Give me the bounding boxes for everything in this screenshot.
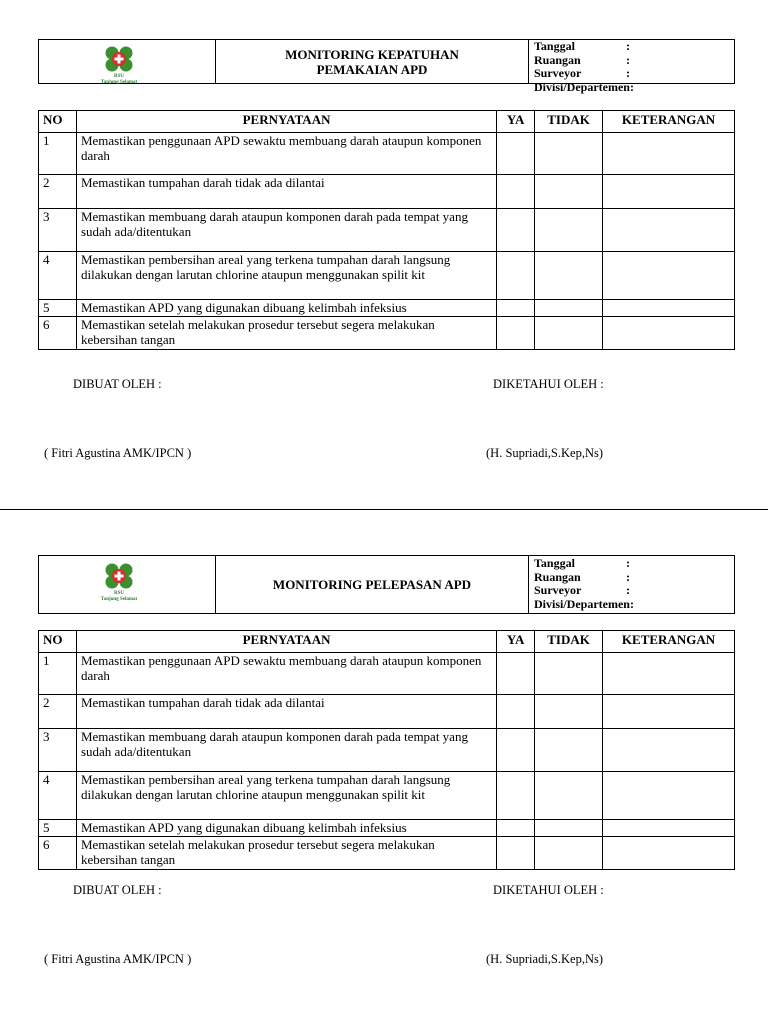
made-by-name: ( Fitri Agustina AMK/IPCN ) [44, 446, 192, 460]
no-cell[interactable] [535, 729, 603, 772]
made-by-label: DIBUAT OLEH : [73, 377, 162, 391]
checklist-table [38, 630, 735, 870]
checklist-table [38, 110, 735, 350]
remarks-cell[interactable] [603, 820, 735, 837]
col-remarks: KETERANGAN [603, 631, 735, 653]
field-tanggal[interactable]: Tanggal : [534, 39, 630, 53]
yes-cell[interactable] [497, 837, 535, 870]
made-by-name: ( Fitri Agustina AMK/IPCN ) [44, 952, 192, 966]
page-divider [0, 509, 768, 510]
field-divisi[interactable]: Divisi/Departemen: [534, 79, 634, 94]
table-row: 1 Memastikan penggunaan APD sewaktu membuang darah ataupun komponen darah [39, 653, 735, 695]
no-cell[interactable] [535, 252, 603, 300]
field-surveyor[interactable]: Surveyor : [534, 66, 630, 80]
table-row: 2 Memastikan tumpahan darah tidak ada dilantai [39, 695, 735, 729]
known-by-label: DIKETAHUI OLEH : [493, 883, 604, 897]
no-cell[interactable] [535, 133, 603, 175]
col-yes: YA [497, 111, 535, 133]
table-row: 5 Memastikan APD yang digunakan dibuang kelimbah infeksius [39, 300, 735, 317]
made-by-label: DIBUAT OLEH : [73, 883, 162, 897]
yes-cell[interactable] [497, 729, 535, 772]
no-cell[interactable] [535, 300, 603, 317]
col-statement: PERNYATAAN [76, 631, 496, 653]
table-header-row [39, 111, 735, 133]
col-no: NO [39, 111, 77, 133]
known-by-name: (H. Supriadi,S.Kep,Ns) [486, 952, 604, 966]
yes-cell[interactable] [497, 175, 535, 209]
table-row: 3 Memastikan membuang darah ataupun komponen darah pada tempat yang sudah ada/ditentukan [39, 729, 735, 772]
known-by-name: (H. Supriadi,S.Kep,Ns) [486, 446, 604, 460]
remarks-cell[interactable] [603, 729, 735, 772]
remarks-cell[interactable] [603, 209, 735, 252]
no-cell[interactable] [535, 820, 603, 837]
yes-cell[interactable] [497, 772, 535, 820]
form-header [38, 39, 735, 94]
remarks-cell[interactable] [603, 837, 735, 870]
yes-cell[interactable] [497, 653, 535, 695]
field-tanggal[interactable]: Tanggal : [534, 556, 630, 570]
logo-cell [39, 556, 216, 613]
table-row: 2 Memastikan tumpahan darah tidak ada dilantai [39, 175, 735, 209]
clover-logo-icon [97, 45, 141, 73]
table-row: 4 Memastikan pembersihan areal yang terkena tumpahan darah langsung dilakukan dengan larutan chlorine ataupun menggunakan spilit kit [39, 772, 735, 820]
clover-logo-icon [97, 562, 141, 590]
remarks-cell[interactable] [603, 317, 735, 350]
info-fields [529, 556, 734, 613]
no-cell[interactable] [535, 209, 603, 252]
table-row: 1 Memastikan penggunaan APD sewaktu membuang darah ataupun komponen darah [39, 133, 735, 175]
table-header-row [39, 631, 735, 653]
remarks-cell[interactable] [603, 133, 735, 175]
no-cell[interactable] [535, 175, 603, 209]
col-yes: YA [497, 631, 535, 653]
yes-cell[interactable] [497, 695, 535, 729]
table-row: 4 Memastikan pembersihan areal yang terkena tumpahan darah langsung dilakukan dengan larutan chlorine ataupun menggunakan spilit kit [39, 252, 735, 300]
yes-cell[interactable] [497, 252, 535, 300]
no-cell[interactable] [535, 837, 603, 870]
remarks-cell[interactable] [603, 300, 735, 317]
col-no-answer: TIDAK [535, 631, 603, 653]
form-title: MONITORING KEPATUHAN PEMAKAIAN APD [216, 40, 529, 83]
no-cell[interactable] [535, 772, 603, 820]
table-row: 3 Memastikan membuang darah ataupun komponen darah pada tempat yang sudah ada/ditentukan [39, 209, 735, 252]
remarks-cell[interactable] [603, 772, 735, 820]
no-cell[interactable] [535, 317, 603, 350]
no-cell[interactable] [535, 653, 603, 695]
known-by-label: DIKETAHUI OLEH : [493, 377, 604, 391]
remarks-cell[interactable] [603, 252, 735, 300]
field-ruangan[interactable]: Ruangan : [534, 52, 630, 67]
field-surveyor[interactable]: Surveyor : [534, 583, 630, 597]
col-no-answer: TIDAK [535, 111, 603, 133]
info-fields [529, 39, 734, 94]
yes-cell[interactable] [497, 300, 535, 317]
form-header [38, 555, 735, 614]
table-row: 5 Memastikan APD yang digunakan dibuang kelimbah infeksius [39, 820, 735, 837]
table-row: 6 Memastikan setelah melakukan prosedur tersebut segera melakukan kebersihan tangan [39, 317, 735, 350]
col-statement: PERNYATAAN [76, 111, 496, 133]
table-row: 6 Memastikan setelah melakukan prosedur tersebut segera melakukan kebersihan tangan [39, 837, 735, 870]
yes-cell[interactable] [497, 317, 535, 350]
yes-cell[interactable] [497, 820, 535, 837]
hospital-logo: RSU Tanjung Selamat [89, 562, 149, 603]
yes-cell[interactable] [497, 209, 535, 252]
col-no: NO [39, 631, 77, 653]
form-title: MONITORING PELEPASAN APD [216, 556, 529, 613]
logo-cell [39, 40, 216, 83]
remarks-cell[interactable] [603, 175, 735, 209]
field-ruangan[interactable]: Ruangan : [534, 569, 630, 584]
remarks-cell[interactable] [603, 695, 735, 729]
hospital-logo: RSU Tanjung Selamat [89, 45, 149, 86]
remarks-cell[interactable] [603, 653, 735, 695]
no-cell[interactable] [535, 695, 603, 729]
col-remarks: KETERANGAN [603, 111, 735, 133]
yes-cell[interactable] [497, 133, 535, 175]
field-divisi[interactable]: Divisi/Departemen: [534, 596, 634, 611]
